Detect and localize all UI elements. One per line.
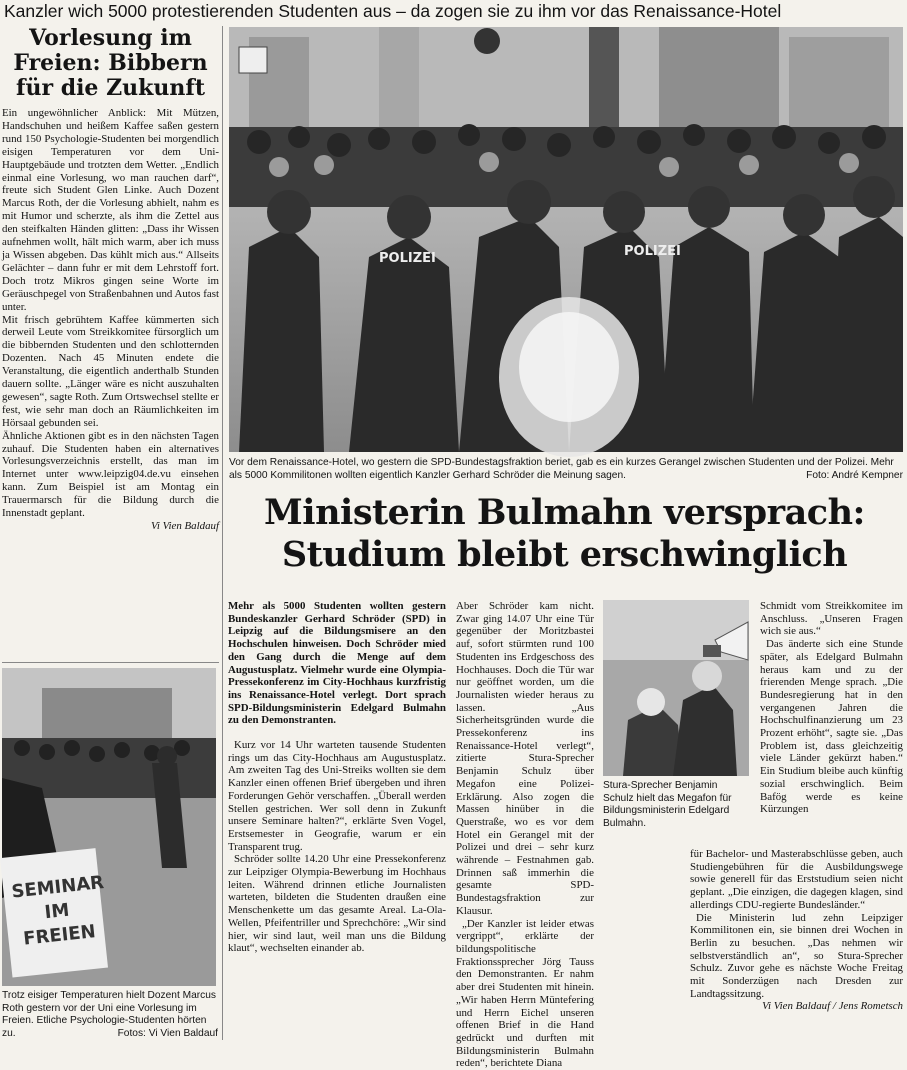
- article-column-2: [456, 600, 594, 1070]
- article-byline: Vi Vien Baldauf / Jens Rometsch: [762, 1000, 903, 1013]
- main-headline-line2: Studium bleibt erschwinglich: [281, 534, 848, 575]
- top-caption-text: Vor dem Renaissance-Hotel, wo gestern die SPD-Bundestagsfraktion beriet, gab es ein kurzes Gerangel zwischen Studenten und der Polizei. Mehr als 5000 Kommilitonen wollten eigentlich Kanzler Gerhard Schröder die Meinung sagen.: [229, 457, 894, 481]
- seminar-sign: SEMINAR IM FREIEN: [10, 871, 105, 950]
- lecture-caption-text: Trotz eisiger Temperaturen hielt Dozent Marcus Roth gestern vor der Uni eine Vorlesung im Freien. Etliche Psychologie-Studenten hörten zu.: [2, 990, 217, 1039]
- top-photo-caption: [229, 457, 903, 482]
- article-paragraph: Schmidt vom Streikkomitee im Anschluss. „Unseren Fragen wich sie aus.“: [760, 600, 903, 638]
- main-headline-line1: Ministerin Bulmahn versprach:: [264, 492, 865, 533]
- main-headline: [226, 492, 903, 576]
- article-paragraph: Kurz vor 14 Uhr warteten tausende Studenten rings um das City-Hochhaus am Augustusplatz. Am zweiten Tag des Uni-Streiks wollten sie dem Kanzler einen offenen Brief übergeben und ihren Forderungen Gehör verschaffen. „Überall werden Stellen gestrichen. Wer soll denn in Zukunft unsere Seminare halten?“, erklärte Sven Vogel, Erstsemester in Geografie, warum er ein Transparent trug.: [228, 739, 446, 853]
- megaphone-photo-image: [603, 600, 749, 776]
- article-column-3: [760, 600, 903, 816]
- article-paragraph: Das änderte sich eine Stunde später, als Edelgard Bulmahn heraus kam und zu der frierenden Menge sprach. „Die Bundesregierung hat in den vergangenen Jahren die Hochschulfinanzierung um 23 Prozent erhöht“, sagte sie. „Das Problem ist, dass gleichzeitig viele Länder gekürzt haben.“ Ein Studium bleibe auch künftig sozial erschwinglich. Beim Bafög werde es keine Kürzungen: [760, 638, 903, 816]
- article-paragraph: Die Ministerin lud zehn Leipziger Kommilitonen ein, sie binnen drei Wochen in Berlin zu besuchen. „Das nehmen wir selbstverständlich an“, so Stura-Sprecher Schulz. Zuvor gehe es nächste Woche Freitag mit Sonderzügen nach Dresden zur Landtagssitzung.: [690, 911, 903, 1000]
- lecture-caption: [2, 990, 218, 1040]
- article-paragraph: für Bachelor- und Masterabschlüsse geben, auch Studiengebühren für die Ausbildungswege sowie generell für das Erststudium seien nicht geplant. „Die einzigen, die dagegen klagen, sind allerdings CDU-regierte Bundesländer.“: [690, 848, 903, 911]
- article-paragraph: Schröder sollte 14.20 Uhr eine Pressekonferenz zur Leipziger Olympia-Bewerbung im Hochhaus leiten. Während drinnen etliche Journalisten warteten, bildeten die Studenten draußen eine Menschenkette um das gesamte Areal. La-Ola-Wellen, Pfeifentriller und Sprechchöre: „Wir sind hier, wir sind laut, weil man uns die Bildung klaut“, wechselten einander ab.: [228, 853, 446, 955]
- section-divider: [2, 662, 219, 663]
- vest-label: POLIZEI: [624, 244, 681, 259]
- side-article: [2, 26, 219, 533]
- kicker-line: Kanzler wich 5000 protestierenden Studenten aus – da zogen sie zu ihm vor das Renaissance-Hotel: [4, 1, 782, 21]
- megaphone-caption: Stura-Sprecher Benjamin Schulz hielt das Megafon für Bildungsministerin Edelgard Bulmahn.: [603, 780, 732, 829]
- protest-photo: [229, 27, 903, 452]
- article-lead: Mehr als 5000 Studenten wollten gestern Bundeskanzler Gerhard Schröder (SPD) in Leipzig auf die Bildungsmisere an den Hochschulen hinweisen. Doch Schröder mied den Gang durch die Menge auf dem Augustusplatz. Vielmehr wurde eine Olympia-Pressekonferenz im City-Hochhaus kurzfristig ins Renaissance-Hotel verlegt. Dort sprach SPD-Bildungsministerin Edelgard Bulmahn zu den Demonstranten.: [228, 600, 446, 727]
- article-paragraph: Aber Schröder kam nicht. Zwar ging 14.07 Uhr eine Tür gegenüber der Moritzbastei auf, sofort stürmten rund 100 Studenten ins Erdgeschoss des Hochhauses. Doch die Tür war nur geöffnet worden, um die Journalisten wieder heraus zu lassen. „Aus Sicherheitsgründen wurde die Pressekonferenz ins Renaissance-Hotel verlegt“, zitierte Stura-Sprecher Benjamin Schulz über Megafon eine Polizei-Erklärung. Also zogen die Massen hinüber in die Querstraße, wo es vor dem Hotel ein Gerangel mit der Polizei und drei – sehr kurz währende – Festnahmen gab. Drinnen saß immerhin die gesamte SPD-Bundestagsfraktion zur Klausur.: [456, 600, 594, 917]
- article-column-4: [690, 848, 903, 1013]
- column-divider: [222, 26, 223, 1040]
- article-paragraph: „Der Kanzler ist leider etwas vergrippt“, erklärte der bildungspolitische Fraktionssprecher Jörg Tauss den Demonstranten. Er nahm aber drei Studenten mit hinein. „Wir haben Herrn Müntefering und Herrn Eichel unseren offenen Brief in die Hand gedrückt und durften mit Bildungsministerin Bulmahn reden“, berichtete Diana: [456, 917, 594, 1070]
- side-body: [2, 107, 219, 533]
- article-column-1: [228, 600, 446, 955]
- top-photo-credit: Foto: André Kempner: [806, 469, 903, 481]
- side-paragraph: Ein ungewöhnlicher Anblick: Mit Mützen, Handschuhen und heißem Kaffee saßen gestern rund 150 Psychologie-Studenten bei morgendlich eisigen Temperaturen vor dem Uni-Hauptgebäude und trotzten dem Wetter. „Endlich einmal eine Vorlesung, wo man rauchen darf“, freute sich Student Glen Linke. Auch Dozent Marcus Roth, der die Vorlesung abhielt, nahm es mit Humor und scherzte, als ihm die Zettel aus den steifkalten Händen glitten: „Dass ihr Wissen aufnehmen wollt, hält mich warm, aber ich muss ja Wissen abgeben. Das kühlt mich aus.“ Allseits Gelächter – dann fuhr er mit dem Lehrstoff fort. Doch trotz Mikros gingen seine Worte im Geräuschpegel von Straßenbahnen und Autos fast unter.: [2, 107, 219, 313]
- side-paragraph: Ähnliche Aktionen gibt es in den nächsten Tagen zuhauf. Die Studenten haben ein alternatives Vorlesungsverzeichnis erstellt, das man im Internet unter www.leipzig04.de.vu einsehen kann. Zum Beispiel ist am Montag ein Trauermarsch für die Bildung durch die Innenstadt geplant.: [2, 429, 219, 520]
- lecture-photo-credit: Fotos: Vi Vien Baldauf: [117, 1027, 218, 1039]
- megaphone-photo: [603, 600, 749, 776]
- lecture-photo: [2, 668, 216, 986]
- side-headline: Vorlesung im Freien: Bibbern für die Zukunft: [13, 25, 208, 101]
- protest-photo-image: [229, 27, 903, 452]
- vest-label: POLIZEI: [379, 251, 436, 266]
- side-byline: Vi Vien Baldauf: [151, 520, 219, 532]
- side-paragraph: Mit frisch gebrühtem Kaffee kümmerten sich derweil Leute vom Streikkomitee fürsorglich um die bibbernden Studenten und den schlotternden Dozenten. Nach 45 Minuten endete die Veranstaltung, die eigentlich anderthalb Stunden dauern sollte. „Länger wäre es nicht auszuhalten gewesen“, sagte Roth. Zum Ortswechsel stellte er fest, wie sehr man doch an Räumlichkeiten im Hörsaal gebunden sei.: [2, 313, 219, 429]
